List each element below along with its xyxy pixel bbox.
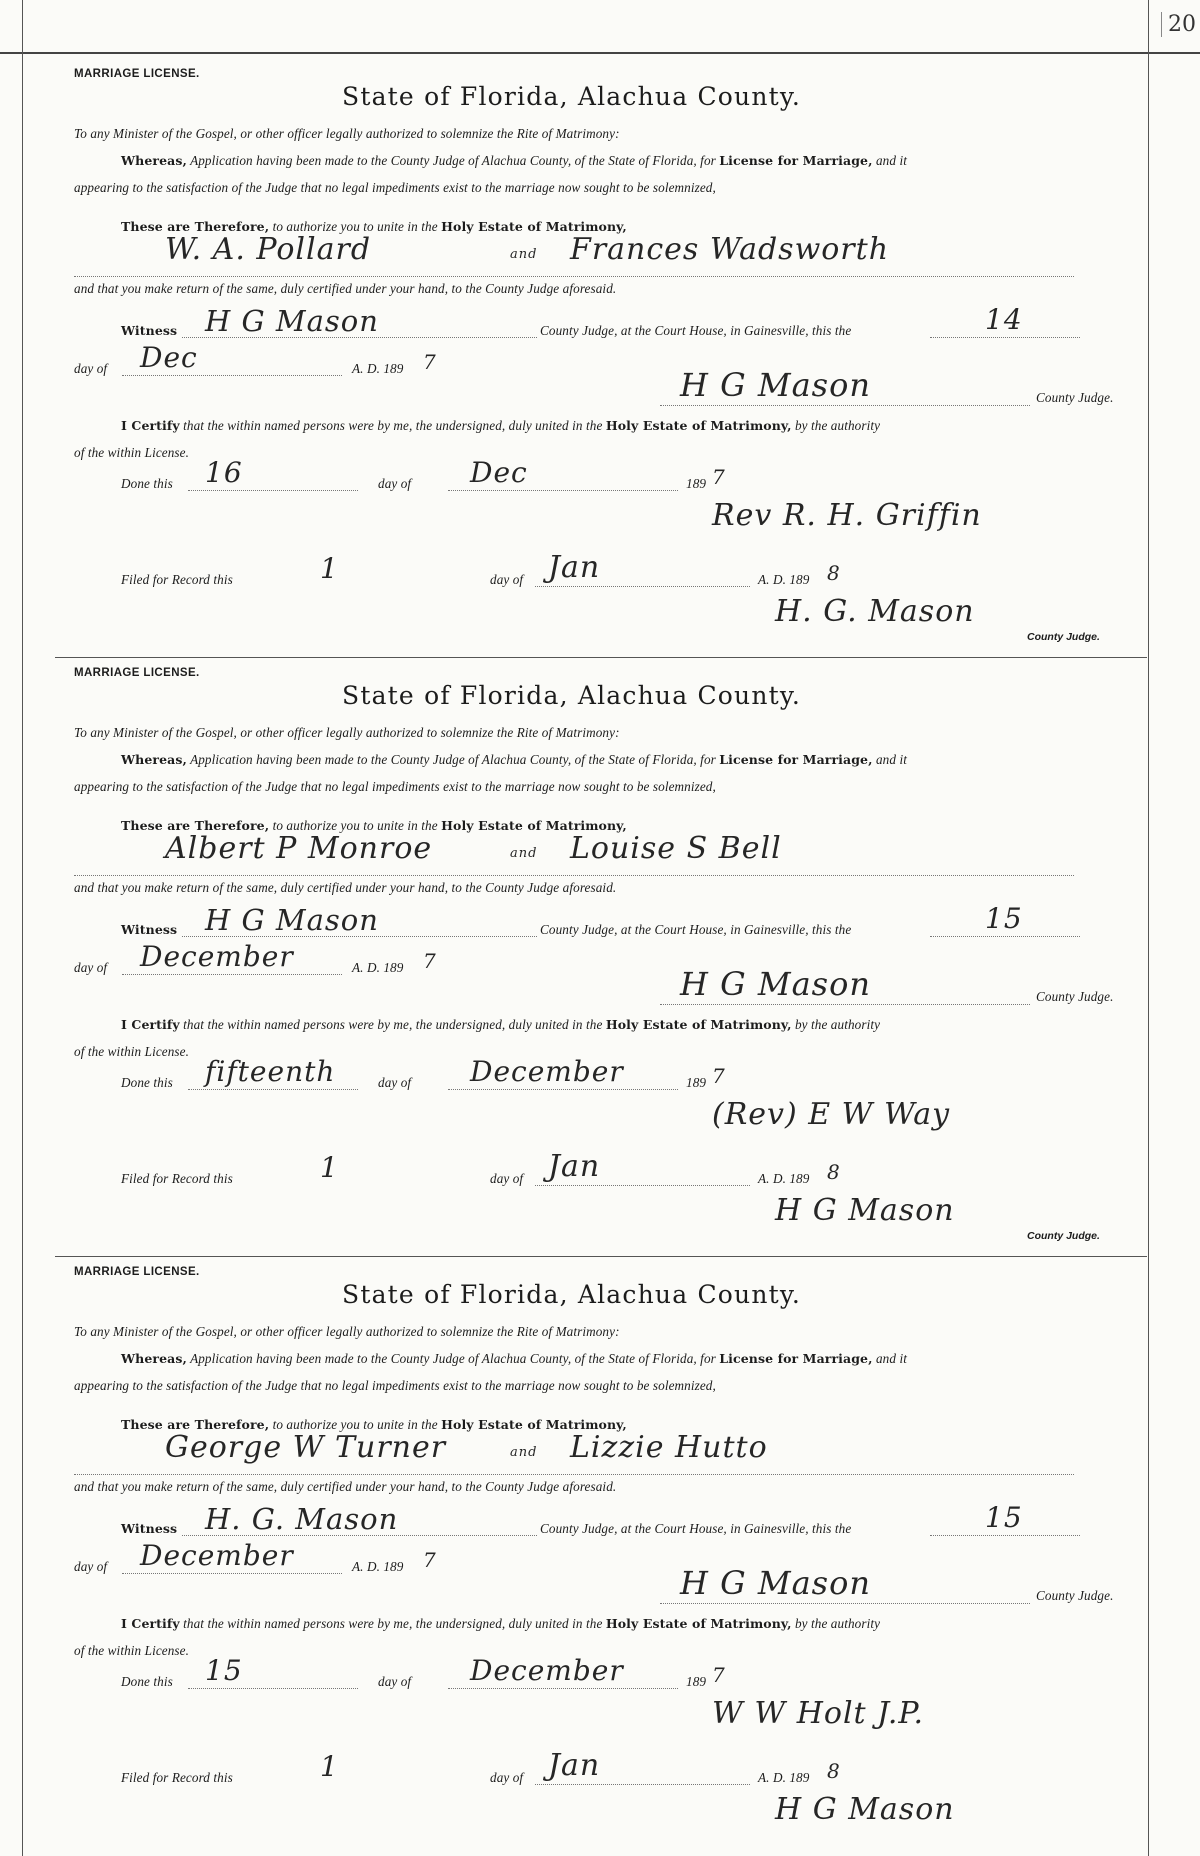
certify-word: I Certify — [121, 1017, 180, 1032]
done-month-dotted-line — [448, 1089, 678, 1090]
judge-dotted-line — [660, 1004, 1030, 1005]
certify-holy-estate-words: Holy Estate of Matrimony, — [605, 1616, 792, 1631]
filed-ad-label: A. D. 189 — [758, 1171, 810, 1186]
court-house-text: County Judge, at the Court House, in Gainesville, this the — [540, 323, 852, 338]
ad-label: A. D. 189 — [352, 960, 404, 975]
certify-text: that the within named persons were by me, the undersigned, duly united in the — [183, 1616, 603, 1631]
officiant-signature: W W Holt J.P. — [712, 1696, 925, 1731]
done-year-label: 189 — [686, 1075, 707, 1090]
clerk-signature: H G Mason — [775, 1792, 955, 1827]
issue-month-dotted-line — [122, 375, 342, 376]
authorize-text: to authorize you to unite in the — [272, 818, 438, 833]
county-judge-small-label: County Judge. — [1027, 1230, 1100, 1242]
done-month: December — [470, 1654, 624, 1687]
groom-name: George W Turner — [165, 1430, 447, 1465]
names-dotted-line — [74, 875, 1074, 876]
done-month-dotted-line — [448, 1688, 678, 1689]
done-month-dotted-line — [448, 490, 678, 491]
license-title: State of Florida, Alachua County. — [342, 82, 802, 111]
return-clause: and that you make return of the same, duly certified under your hand, to the County Judge aforesaid. — [74, 281, 617, 296]
issue-day: 15 — [985, 902, 1023, 935]
holy-estate-words: Holy Estate of Matrimony, — [441, 219, 627, 234]
done-year-digit: 7 — [712, 1663, 726, 1687]
issue-day-dotted-line — [930, 936, 1080, 937]
issue-day-dotted-line — [930, 1535, 1080, 1536]
marriage-license-3 — [0, 1198, 1200, 1827]
ad-label: A. D. 189 — [352, 361, 404, 376]
certify-holy-estate-words: Holy Estate of Matrimony, — [605, 418, 792, 433]
issue-day: 15 — [985, 1501, 1023, 1534]
done-this-label: Done this — [121, 476, 173, 491]
and-word: and — [510, 846, 538, 861]
done-this-label: Done this — [121, 1075, 173, 1090]
county-judge-small-label: County Judge. — [1027, 631, 1100, 643]
whereas-text-end: and it — [875, 153, 907, 168]
done-day: 15 — [205, 1654, 243, 1687]
whereas-word: Whereas, — [121, 153, 187, 168]
filed-for-record-label: Filed for Record this — [121, 1770, 233, 1785]
holy-estate-words: Holy Estate of Matrimony, — [441, 818, 627, 833]
witness-name: H. G. Mason — [205, 1502, 399, 1536]
done-day-dotted-line — [188, 490, 358, 491]
judge-dotted-line — [660, 1603, 1030, 1604]
license-for-marriage-words: License for Marriage, — [719, 1351, 873, 1366]
officiant-signature: Rev R. H. Griffin — [712, 498, 982, 533]
whereas-clause — [121, 752, 907, 768]
license-header-label: MARRIAGE LICENSE. — [74, 1266, 200, 1278]
witness-dotted-line — [182, 1535, 537, 1536]
issue-month: Dec — [140, 341, 198, 374]
filed-year-digit: 8 — [827, 1160, 841, 1184]
certify-holy-estate-words: Holy Estate of Matrimony, — [605, 1017, 792, 1032]
filed-day: 1 — [320, 552, 339, 585]
court-house-text: County Judge, at the Court House, in Gainesville, this the — [540, 1521, 852, 1536]
filed-ad-label: A. D. 189 — [758, 572, 810, 587]
done-year-label: 189 — [686, 1674, 707, 1689]
whereas-continuation: appearing to the satisfaction of the Judge that no legal impediments exist to the marriage now sought to be solemnized, — [74, 1378, 716, 1393]
and-word: and — [510, 1445, 538, 1460]
issue-month: December — [140, 1539, 294, 1572]
witness-label — [121, 1521, 177, 1537]
witness-label — [121, 323, 177, 339]
county-judge-label: County Judge. — [1036, 390, 1114, 405]
county-judge-label: County Judge. — [1036, 989, 1114, 1004]
license-for-marriage-words: License for Marriage, — [719, 752, 873, 767]
bride-name: Louise S Bell — [570, 831, 782, 866]
address-line: To any Minister of the Gospel, or other officer legally authorized to solemnize the Rite of Matrimony: — [74, 126, 620, 141]
whereas-text: Application having been made to the County Judge of Alachua County, of the State of Florida, for — [190, 153, 716, 168]
filed-day-of-label: day of — [490, 1171, 524, 1186]
bride-name: Frances Wadsworth — [570, 232, 890, 267]
done-day: fifteenth — [205, 1055, 336, 1088]
filed-day: 1 — [320, 1750, 339, 1783]
filed-for-record-label: Filed for Record this — [121, 572, 233, 587]
done-day-of-label: day of — [378, 1075, 412, 1090]
day-of-label: day of — [74, 1559, 108, 1574]
judge-signature: H G Mason — [680, 366, 871, 404]
page-number: 20 — [1161, 12, 1196, 37]
judge-dotted-line — [660, 405, 1030, 406]
done-year-label: 189 — [686, 476, 707, 491]
filed-month-dotted-line — [535, 1185, 750, 1186]
judge-signature: H G Mason — [680, 965, 871, 1003]
done-year-digit: 7 — [712, 1064, 726, 1088]
filed-month-dotted-line — [535, 1784, 750, 1785]
filed-year-digit: 8 — [827, 561, 841, 585]
groom-name: Albert P Monroe — [165, 831, 433, 866]
certify-word: I Certify — [121, 418, 180, 433]
marriage-license-1 — [0, 0, 1200, 643]
judge-signature: H G Mason — [680, 1564, 871, 1602]
done-day-dotted-line — [188, 1089, 358, 1090]
whereas-word: Whereas, — [121, 752, 187, 767]
day-of-label: day of — [74, 361, 108, 376]
issue-day-dotted-line — [930, 337, 1080, 338]
bride-name: Lizzie Hutto — [570, 1430, 768, 1465]
return-clause: and that you make return of the same, duly certified under your hand, to the County Judge aforesaid. — [74, 1479, 617, 1494]
marriage-license-2 — [0, 599, 1200, 1242]
names-dotted-line — [74, 276, 1074, 277]
witness-name: H G Mason — [205, 304, 379, 338]
certify-clause — [121, 418, 880, 434]
issue-year-digit: 7 — [423, 350, 437, 374]
issue-month: December — [140, 940, 294, 973]
address-line: To any Minister of the Gospel, or other officer legally authorized to solemnize the Rite of Matrimony: — [74, 725, 620, 740]
done-day: 16 — [205, 456, 243, 489]
certify-authority-text: by the authority — [794, 1616, 881, 1631]
witness-label — [121, 922, 177, 938]
filed-day-of-label: day of — [490, 572, 524, 587]
witness-word: Witness — [121, 922, 178, 937]
address-line: To any Minister of the Gospel, or other officer legally authorized to solemnize the Rite of Matrimony: — [74, 1324, 620, 1339]
filed-year-digit: 8 — [827, 1759, 841, 1783]
certify-authority-text: by the authority — [794, 418, 881, 433]
whereas-clause — [121, 153, 907, 169]
whereas-text: Application having been made to the County Judge of Alachua County, of the State of Florida, for — [190, 752, 716, 767]
filed-month-dotted-line — [535, 586, 750, 587]
whereas-continuation: appearing to the satisfaction of the Judge that no legal impediments exist to the marriage now sought to be solemnized, — [74, 779, 716, 794]
certify-continuation: of the within License. — [74, 1643, 190, 1658]
license-for-marriage-words: License for Marriage, — [719, 153, 873, 168]
these-are-therefore-words: These are Therefore, — [121, 219, 270, 234]
done-this-label: Done this — [121, 1674, 173, 1689]
certify-text: that the within named persons were by me, the undersigned, duly united in the — [183, 1017, 603, 1032]
clerk-signature: H G Mason — [775, 1193, 955, 1228]
issue-day: 14 — [985, 303, 1023, 336]
done-year-digit: 7 — [712, 465, 726, 489]
filed-day-of-label: day of — [490, 1770, 524, 1785]
witness-dotted-line — [182, 936, 537, 937]
clerk-signature: H. G. Mason — [775, 594, 975, 629]
filed-month: Jan — [548, 1149, 601, 1184]
whereas-continuation: appearing to the satisfaction of the Judge that no legal impediments exist to the marriage now sought to be solemnized, — [74, 180, 716, 195]
certify-continuation: of the within License. — [74, 445, 190, 460]
certify-authority-text: by the authority — [794, 1017, 881, 1032]
issue-year-digit: 7 — [423, 949, 437, 973]
done-day-of-label: day of — [378, 1674, 412, 1689]
whereas-text-end: and it — [875, 752, 907, 767]
whereas-clause — [121, 1351, 907, 1367]
certify-continuation: of the within License. — [74, 1044, 190, 1059]
whereas-text-end: and it — [875, 1351, 907, 1366]
whereas-text: Application having been made to the County Judge of Alachua County, of the State of Florida, for — [190, 1351, 716, 1366]
license-title: State of Florida, Alachua County. — [342, 1280, 802, 1309]
witness-name: H G Mason — [205, 903, 379, 937]
done-day-dotted-line — [188, 1688, 358, 1689]
issue-year-digit: 7 — [423, 1548, 437, 1572]
license-title: State of Florida, Alachua County. — [342, 681, 802, 710]
and-word: and — [510, 247, 538, 262]
these-are-therefore-words: These are Therefore, — [121, 818, 270, 833]
groom-name: W. A. Pollard — [165, 232, 372, 267]
court-house-text: County Judge, at the Court House, in Gainesville, this the — [540, 922, 852, 937]
return-clause: and that you make return of the same, duly certified under your hand, to the County Judge aforesaid. — [74, 880, 617, 895]
issue-month-dotted-line — [122, 1573, 342, 1574]
filed-month: Jan — [548, 1748, 601, 1783]
authorize-text: to authorize you to unite in the — [272, 1417, 438, 1432]
ad-label: A. D. 189 — [352, 1559, 404, 1574]
authorize-text: to authorize you to unite in the — [272, 219, 438, 234]
certify-clause — [121, 1616, 880, 1632]
filed-for-record-label: Filed for Record this — [121, 1171, 233, 1186]
names-dotted-line — [74, 1474, 1074, 1475]
witness-dotted-line — [182, 337, 537, 338]
license-header-label: MARRIAGE LICENSE. — [74, 68, 200, 80]
whereas-word: Whereas, — [121, 1351, 187, 1366]
done-month: December — [470, 1055, 624, 1088]
issue-month-dotted-line — [122, 974, 342, 975]
filed-day: 1 — [320, 1151, 339, 1184]
witness-word: Witness — [121, 1521, 178, 1536]
done-day-of-label: day of — [378, 476, 412, 491]
officiant-signature: (Rev) E W Way — [712, 1097, 951, 1132]
county-judge-label: County Judge. — [1036, 1588, 1114, 1603]
filed-month: Jan — [548, 550, 601, 585]
done-month: Dec — [470, 456, 528, 489]
license-header-label: MARRIAGE LICENSE. — [74, 667, 200, 679]
day-of-label: day of — [74, 960, 108, 975]
witness-word: Witness — [121, 323, 178, 338]
certify-word: I Certify — [121, 1616, 180, 1631]
filed-ad-label: A. D. 189 — [758, 1770, 810, 1785]
certify-text: that the within named persons were by me, the undersigned, duly united in the — [183, 418, 603, 433]
certify-clause — [121, 1017, 880, 1033]
holy-estate-words: Holy Estate of Matrimony, — [441, 1417, 627, 1432]
these-are-therefore-words: These are Therefore, — [121, 1417, 270, 1432]
